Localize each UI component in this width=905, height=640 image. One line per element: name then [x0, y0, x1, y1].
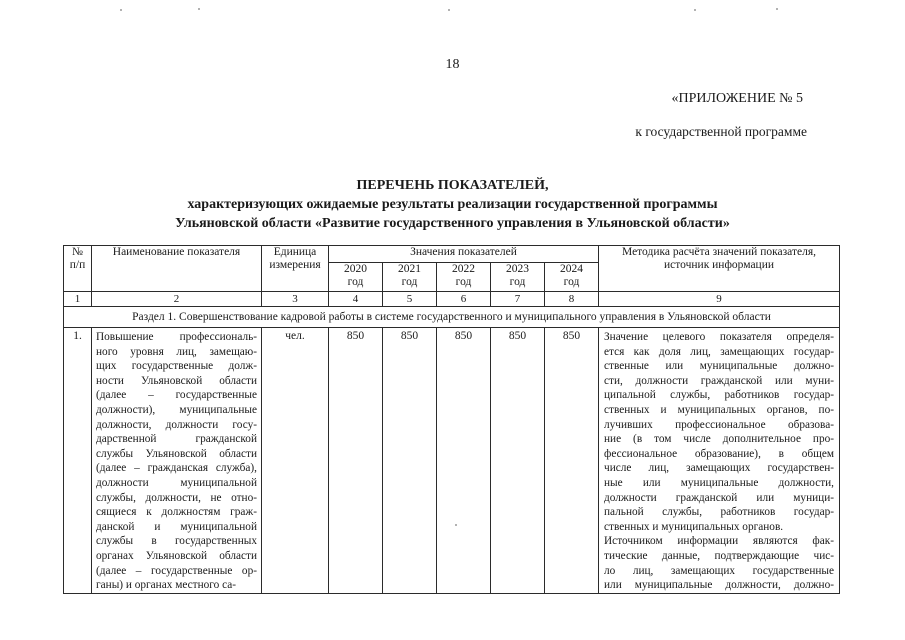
column-number: 6 — [437, 292, 491, 307]
header-unit: Единица измерения — [262, 246, 329, 292]
scan-speck — [776, 8, 778, 10]
row-indicator-name: Повышение профессиональ- ного уровня лиц, замещаю- щих государственные долж- ности Ульяновской области (далее – государственные должности), муниципальные должности, должности госу- дарственной гражданской службы Ульяновской области (далее – гражданская служба), должности муниципальной службы, должности, не отно- сящиеся к должностям граж- данской и муниципальной службы в государственных органах Ульяновской области (далее – государственные ор- ганы) и органах местного са- — [92, 328, 262, 594]
appendix-subtitle: к государственной программе — [635, 124, 807, 139]
row-value-2020: 850 — [329, 328, 383, 594]
row-value-2023: 850 — [491, 328, 545, 594]
header-year-2024: 2024 год — [545, 263, 599, 292]
column-numbers-row — [64, 292, 840, 307]
column-number: 1 — [64, 292, 92, 307]
row-num: 1. — [64, 328, 92, 594]
column-number: 5 — [383, 292, 437, 307]
indicators-table — [63, 245, 840, 594]
scan-speck — [198, 8, 200, 10]
column-number: 4 — [329, 292, 383, 307]
header-year-2023: 2023 год — [491, 263, 545, 292]
table-row — [64, 328, 840, 594]
header-name: Наименование показателя — [92, 246, 262, 292]
header-values-group: Значения показателей — [329, 246, 599, 263]
scan-speck — [448, 9, 450, 11]
scan-speck — [694, 9, 696, 11]
column-number: 9 — [599, 292, 840, 307]
header-year-2021: 2021 год — [383, 263, 437, 292]
header-method: Методика расчёта значений показателя, источник информации — [599, 246, 840, 292]
page-number: 18 — [445, 57, 460, 72]
section-row — [64, 307, 840, 328]
header-year-2020: 2020 год — [329, 263, 383, 292]
column-number: 3 — [262, 292, 329, 307]
heading-line-3: Ульяновской области «Развитие государственного управления в Ульяновской области» — [175, 216, 730, 231]
column-number: 7 — [491, 292, 545, 307]
row-unit: чел. — [262, 328, 329, 594]
scan-speck — [120, 9, 122, 11]
heading-line-2: характеризующих ожидаемые результаты реализации государственной программы — [187, 197, 718, 212]
heading-line-1: ПЕРЕЧЕНЬ ПОКАЗАТЕЛЕЙ, — [356, 178, 549, 193]
row-value-2022: 850 — [437, 328, 491, 594]
row-methodology: Значение целевого показателя определя- ется как доля лиц, замещающих государ- ственные или муниципальные должно- сти, должности гражданской или муни- ципальной службы, работников государ- ственных и муниципальных органов, по- лучивших профессиональное образова- ние (в том числе дополнительное про- фессиональное образование), в общем числе лиц, замещающих государствен- ные или муниципальные должности, должности гражданской или муници- пальной службы, работников государ- ственных и муниципальных органов. Источником информации являются фак- тические данные, подтверждающие чис- ло лиц, замещающих государственные или муниципальные должности, должно- — [599, 328, 840, 594]
header-year-2022: 2022 год — [437, 263, 491, 292]
column-number: 2 — [92, 292, 262, 307]
appendix-title: «ПРИЛОЖЕНИЕ № 5 — [671, 91, 803, 106]
header-num: № п/п — [64, 246, 92, 292]
row-value-2021: 850 — [383, 328, 437, 594]
document-heading — [0, 176, 905, 233]
row-value-2024: 850 — [545, 328, 599, 594]
column-number: 8 — [545, 292, 599, 307]
section-title: Раздел 1. Совершенствование кадровой работы в системе государственного и муниципального управления в Ульяновской области — [64, 307, 840, 328]
